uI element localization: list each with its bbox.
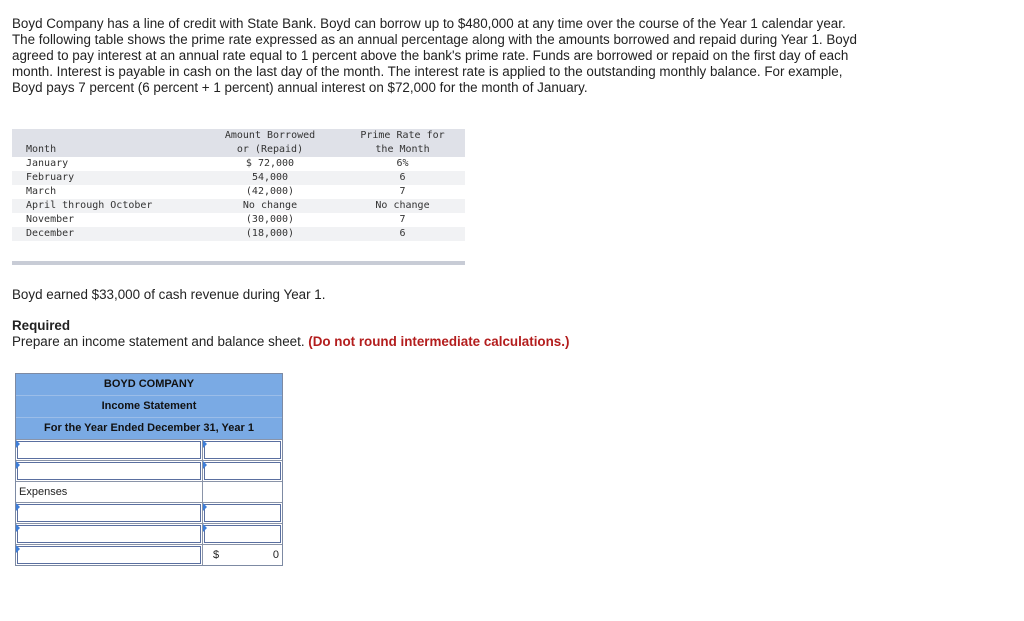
required-heading: Required — [12, 318, 71, 333]
table-row — [12, 185, 465, 199]
dropdown-marker-icon — [16, 524, 20, 532]
cell-amount: (18,000) — [200, 227, 340, 241]
cell-rate: 6% — [396, 158, 409, 169]
table-row — [12, 213, 465, 227]
cell-amount: 54,000 — [200, 171, 340, 185]
value-input[interactable] — [204, 441, 281, 459]
required-instruction: Prepare an income statement and balance sheet. — [12, 334, 309, 349]
table-row — [12, 227, 465, 241]
col-header-amount — [200, 129, 340, 157]
label-cell — [16, 440, 203, 460]
label-input[interactable] — [17, 546, 201, 564]
statement-row — [16, 460, 282, 481]
col-header-rate-line2: the Month — [375, 144, 430, 155]
dropdown-marker-icon — [203, 503, 207, 511]
statement-row — [16, 439, 282, 460]
statement-row — [16, 502, 282, 523]
statement-period: For the Year Ended December 31, Year 1 — [16, 417, 282, 439]
value-cell — [203, 524, 282, 544]
col-header-rate-line1: Prime Rate for — [360, 130, 445, 141]
value-input[interactable] — [204, 462, 281, 480]
company-name: BOYD COMPANY — [16, 374, 282, 395]
income-statement — [15, 373, 283, 566]
value-cell — [203, 461, 282, 481]
dropdown-marker-icon — [16, 461, 20, 469]
statement-row-expenses — [16, 481, 282, 502]
label-cell — [16, 461, 203, 481]
borrowing-table — [12, 129, 465, 241]
cell-month: March — [26, 186, 57, 197]
cell-amount: No change — [200, 199, 340, 213]
total-cell — [203, 545, 282, 565]
cell-rate: No change — [340, 199, 465, 213]
cell-month: April through October — [12, 199, 200, 213]
cell-month: February — [12, 171, 200, 185]
dropdown-marker-icon — [203, 461, 207, 469]
value-cell — [203, 503, 282, 523]
dropdown-marker-icon — [203, 524, 207, 532]
cell-rate: 6 — [340, 171, 465, 185]
label-cell — [16, 503, 203, 523]
table-header-row — [12, 129, 465, 157]
total-value: 0 — [272, 549, 279, 561]
cell-month: December — [12, 227, 200, 241]
rounding-note: (Do not round intermediate calculations.) — [308, 334, 570, 349]
currency-symbol: $ — [213, 549, 220, 561]
cell-rate: 7 — [399, 214, 406, 225]
label-input[interactable] — [17, 441, 201, 459]
label-cell — [16, 524, 203, 544]
required-text — [12, 334, 569, 349]
value-cell — [203, 482, 282, 502]
table-row — [12, 157, 465, 171]
dropdown-marker-icon — [16, 440, 20, 448]
table-bottom-rule — [12, 261, 465, 265]
statement-row — [16, 523, 282, 544]
value-input[interactable] — [204, 504, 281, 522]
col-header-rate — [340, 129, 465, 157]
cell-month: November — [26, 214, 75, 225]
cell-amount: (42,000) — [245, 186, 295, 197]
problem-intro: Boyd Company has a line of credit with State Bank. Boyd can borrow up to $480,000 at any time over the course of the Year 1 calendar year. The following table shows the prime rate expressed as an annual percentage along with the amounts borrowed and repaid during Year 1. Boyd agreed to pay interest at an annual rate equal to 1 percent above the bank's prime rate. Funds are borrowed or repaid on the first day of each month. Interest is payable in cash on the last day of the month. The interest rate is applied to the outstanding monthly balance. For example, Boyd pays 7 percent (6 percent + 1 percent) annual interest on $72,000 for the month of January. — [12, 16, 857, 95]
dropdown-marker-icon — [16, 503, 20, 511]
cell-amount: (30,000) — [245, 214, 295, 225]
table-row — [12, 199, 465, 213]
label-input[interactable] — [17, 504, 201, 522]
value-input[interactable] — [204, 525, 281, 543]
col-header-amount-line1: Amount Borrowed — [224, 130, 316, 141]
revenue-note: Boyd earned $33,000 of cash revenue during Year 1. — [12, 287, 326, 302]
col-header-amount-line2: or (Repaid) — [236, 144, 304, 155]
dropdown-marker-icon — [16, 545, 20, 553]
label-input[interactable] — [17, 525, 201, 543]
col-header-month: Month — [12, 129, 200, 157]
cell-rate: 6 — [340, 227, 465, 241]
cell-rate: 7 — [399, 186, 406, 197]
statement-title: Income Statement — [16, 395, 282, 417]
cell-month: January — [26, 158, 69, 169]
label-input[interactable] — [17, 462, 201, 480]
label-cell — [16, 545, 203, 565]
statement-row-total — [16, 544, 282, 565]
value-cell — [203, 440, 282, 460]
table-row — [12, 171, 465, 185]
expenses-label: Expenses — [16, 482, 203, 502]
dropdown-marker-icon — [203, 440, 207, 448]
cell-amount: $ 72,000 — [245, 158, 295, 169]
